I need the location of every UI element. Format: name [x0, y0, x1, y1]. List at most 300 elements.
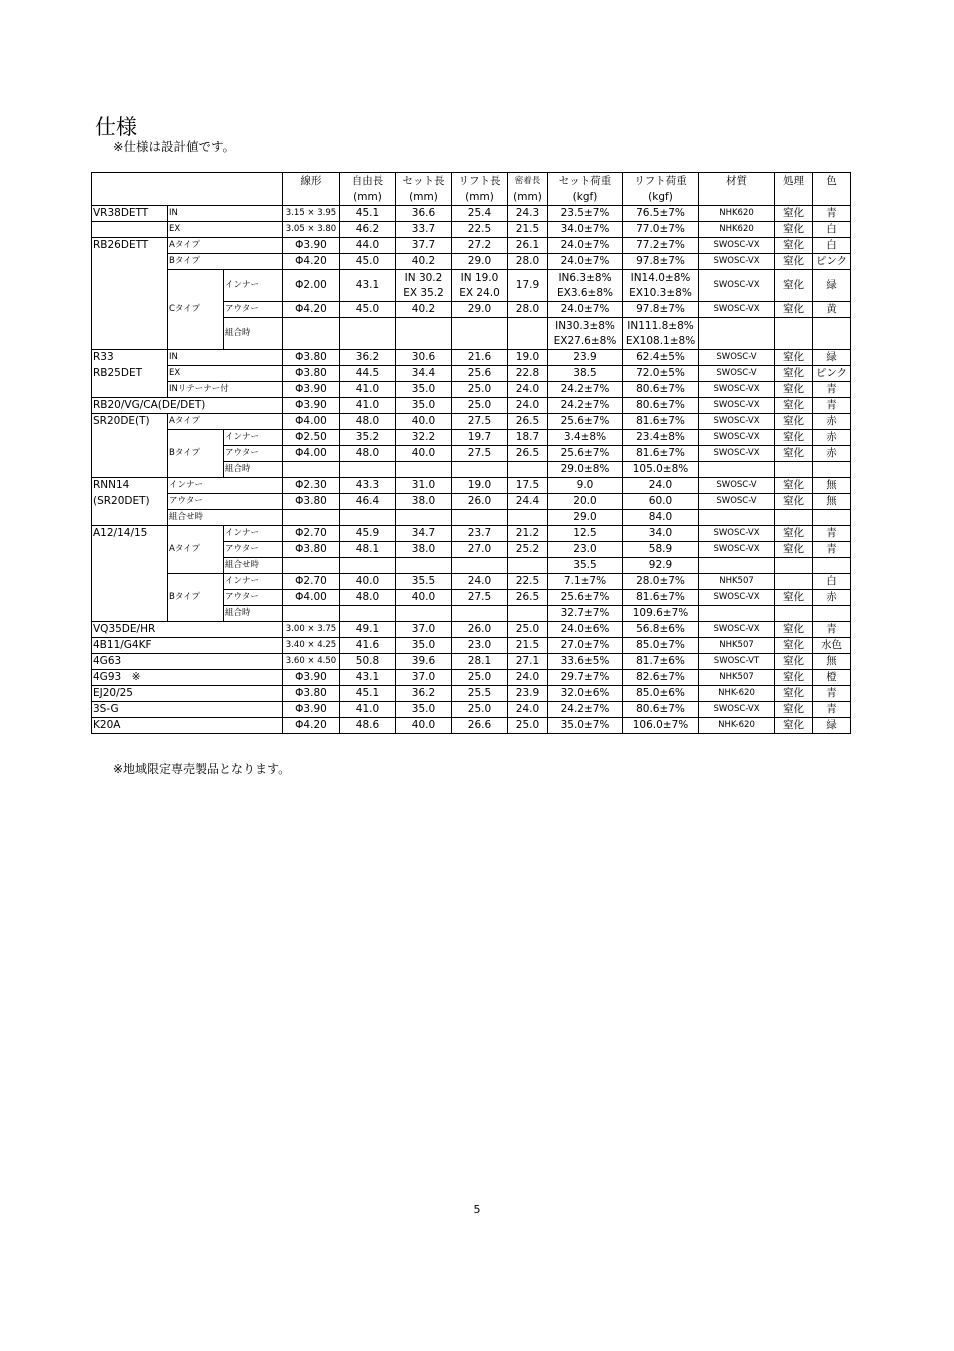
treatment: 窒化 [775, 590, 813, 606]
set-load: 24.2±7% [548, 398, 623, 414]
table-row [92, 654, 851, 670]
table-header-row [92, 173, 851, 190]
lift-load [623, 318, 699, 350]
wire: 3.60 × 4.50 [283, 654, 340, 670]
engine-name: K20A [92, 718, 283, 734]
close-length: 25.2 [508, 542, 548, 558]
lift-load: 23.4±8% [623, 430, 699, 446]
close-length: 26.1 [508, 238, 548, 254]
lift-length: 26.6 [452, 718, 508, 734]
header-treatment: 処理 [775, 173, 813, 190]
set-length [396, 318, 452, 350]
table-row [92, 718, 851, 734]
lift-load [623, 270, 699, 302]
set-length: 40.0 [396, 414, 452, 430]
lift-load: 24.0 [623, 478, 699, 494]
set-length: 40.2 [396, 302, 452, 318]
engine-name-blank [92, 318, 168, 350]
lift-load: 72.0±5% [623, 366, 699, 382]
set-load: 38.5 [548, 366, 623, 382]
color: 無 [813, 494, 851, 510]
variant: Aタイプ [168, 238, 283, 254]
set-load: 23.9 [548, 350, 623, 366]
color: 赤 [813, 430, 851, 446]
close-length: 28.0 [508, 302, 548, 318]
set-load-ex: EX27.6±8% [553, 334, 617, 347]
variant: アウター [168, 494, 283, 510]
engine-name: EJ20/25 [92, 686, 283, 702]
set-load: 29.0±8% [548, 462, 623, 478]
material: SWOSC-VX [699, 702, 775, 718]
header-blank [92, 173, 283, 206]
free-length: 41.6 [340, 638, 396, 654]
variant: Aタイプ [168, 542, 224, 558]
wire: Φ3.90 [283, 702, 340, 718]
color: 無 [813, 654, 851, 670]
material: NHK620 [699, 222, 775, 238]
set-load: 7.1±7% [548, 574, 623, 590]
free-length [340, 510, 396, 526]
lift-load: 84.0 [623, 510, 699, 526]
header-wire: 線形 [283, 173, 340, 190]
set-load: 24.0±7% [548, 254, 623, 270]
material [699, 606, 775, 622]
variant: IN [168, 350, 283, 366]
lift-length: 25.4 [452, 206, 508, 222]
free-length: 45.1 [340, 206, 396, 222]
material: SWOSC-VX [699, 430, 775, 446]
set-length: 36.6 [396, 206, 452, 222]
close-length: 26.5 [508, 446, 548, 462]
set-load [548, 318, 623, 350]
engine-name: RB25DET [92, 366, 168, 382]
table-row [92, 510, 851, 526]
lift-load: 97.8±7% [623, 302, 699, 318]
engine-name-blank [92, 606, 168, 622]
color: ピンク [813, 366, 851, 382]
color: 青 [813, 398, 851, 414]
set-load: 35.5 [548, 558, 623, 574]
wire: 3.00 × 3.75 [283, 622, 340, 638]
set-length: 30.6 [396, 350, 452, 366]
lift-length-in: IN 19.0 [460, 271, 499, 284]
set-load: 32.7±7% [548, 606, 623, 622]
material: SWOSC-VX [699, 382, 775, 398]
header-lift-length: リフト長 [452, 173, 508, 190]
table-row [92, 574, 851, 590]
set-length [396, 270, 452, 302]
close-length: 21.5 [508, 638, 548, 654]
treatment: 窒化 [775, 670, 813, 686]
set-length [396, 462, 452, 478]
material: SWOSC-VX [699, 590, 775, 606]
free-length: 43.3 [340, 478, 396, 494]
engine-name-blank [92, 462, 168, 478]
treatment: 窒化 [775, 302, 813, 318]
engine-name: RNN14 [92, 478, 168, 494]
lift-length: 23.7 [452, 526, 508, 542]
treatment: 窒化 [775, 654, 813, 670]
close-length: 25.0 [508, 622, 548, 638]
set-load [548, 270, 623, 302]
material: SWOSC-VX [699, 254, 775, 270]
variant: インナー [168, 478, 283, 494]
material: SWOSC-V [699, 494, 775, 510]
treatment [775, 462, 813, 478]
set-length: 35.0 [396, 638, 452, 654]
lift-length: 27.0 [452, 542, 508, 558]
table-row [92, 542, 851, 558]
lift-load: 77.2±7% [623, 238, 699, 254]
lift-length [452, 606, 508, 622]
wire: Φ2.00 [283, 270, 340, 302]
lift-length: 21.6 [452, 350, 508, 366]
free-length: 45.1 [340, 686, 396, 702]
wire: Φ3.90 [283, 382, 340, 398]
set-load: 29.7±7% [548, 670, 623, 686]
treatment [775, 574, 813, 590]
free-length [340, 318, 396, 350]
treatment: 窒化 [775, 638, 813, 654]
lift-load: 97.8±7% [623, 254, 699, 270]
set-load: 33.6±5% [548, 654, 623, 670]
variant: 組合せ時 [168, 510, 283, 526]
set-load: 25.6±7% [548, 590, 623, 606]
free-length: 48.0 [340, 414, 396, 430]
part: アウター [224, 302, 283, 318]
engine-name: SR20DE(T) [92, 414, 168, 430]
part: インナー [224, 430, 283, 446]
table-row [92, 494, 851, 510]
header-wire-unit [283, 189, 340, 206]
lift-load: 106.0±7% [623, 718, 699, 734]
variant: INリテーナー付 [168, 382, 283, 398]
lift-length [452, 558, 508, 574]
lift-length: 25.0 [452, 670, 508, 686]
lift-length [452, 462, 508, 478]
free-length: 46.2 [340, 222, 396, 238]
header-lift-load: リフト荷重 [623, 173, 699, 190]
lift-load: 81.6±7% [623, 414, 699, 430]
free-length: 44.5 [340, 366, 396, 382]
table-row [92, 238, 851, 254]
color: 白 [813, 222, 851, 238]
variant-blank [168, 606, 224, 622]
set-load: 3.4±8% [548, 430, 623, 446]
set-length: 40.0 [396, 446, 452, 462]
variant-blank [168, 558, 224, 574]
part: アウター [224, 446, 283, 462]
set-length: 37.0 [396, 622, 452, 638]
table-row [92, 558, 851, 574]
color: 青 [813, 622, 851, 638]
free-length: 36.2 [340, 350, 396, 366]
set-load: 24.0±7% [548, 302, 623, 318]
variant: Cタイプ [168, 302, 224, 318]
treatment [775, 558, 813, 574]
set-load: 24.2±7% [548, 702, 623, 718]
table-row [92, 318, 851, 350]
wire: Φ4.00 [283, 414, 340, 430]
set-length: 38.0 [396, 494, 452, 510]
engine-name-blank [92, 542, 168, 558]
engine-name: 3S-G [92, 702, 283, 718]
color: 緑 [813, 718, 851, 734]
free-length: 43.1 [340, 270, 396, 302]
material [699, 558, 775, 574]
close-length [508, 606, 548, 622]
header-set-unit: (mm) [396, 189, 452, 206]
close-length [508, 462, 548, 478]
lift-length: 27.2 [452, 238, 508, 254]
color: 青 [813, 702, 851, 718]
free-length: 46.4 [340, 494, 396, 510]
material: NHK507 [699, 670, 775, 686]
table-row [92, 526, 851, 542]
table-row [92, 270, 851, 302]
material: NHK-620 [699, 718, 775, 734]
header-lift-unit: (mm) [452, 189, 508, 206]
set-load: 25.6±7% [548, 446, 623, 462]
lift-load: 56.8±6% [623, 622, 699, 638]
material: SWOSC-VX [699, 446, 775, 462]
free-length: 41.0 [340, 702, 396, 718]
set-length [396, 510, 452, 526]
color [813, 558, 851, 574]
free-length: 49.1 [340, 622, 396, 638]
part: アウター [224, 590, 283, 606]
free-length: 45.0 [340, 302, 396, 318]
table-row [92, 606, 851, 622]
engine-name: A12/14/15 [92, 526, 168, 542]
engine-name: 4G63 [92, 654, 283, 670]
lift-length: 28.1 [452, 654, 508, 670]
set-load: 23.5±7% [548, 206, 623, 222]
free-length: 48.0 [340, 446, 396, 462]
header-set-length: セット長 [396, 173, 452, 190]
close-length: 17.5 [508, 478, 548, 494]
table-row [92, 446, 851, 462]
treatment: 窒化 [775, 238, 813, 254]
table-row [92, 382, 851, 398]
color: 緑 [813, 270, 851, 302]
part: 組合せ時 [224, 558, 283, 574]
header-close-unit: (mm) [508, 189, 548, 206]
free-length [340, 462, 396, 478]
wire: Φ2.50 [283, 430, 340, 446]
material: SWOSC-VX [699, 414, 775, 430]
material: SWOSC-V [699, 478, 775, 494]
treatment: 窒化 [775, 350, 813, 366]
table-row [92, 462, 851, 478]
free-length: 50.8 [340, 654, 396, 670]
close-length: 26.5 [508, 414, 548, 430]
set-length: 35.0 [396, 702, 452, 718]
treatment: 窒化 [775, 222, 813, 238]
lift-load: 77.0±7% [623, 222, 699, 238]
set-load: 24.2±7% [548, 382, 623, 398]
wire: Φ4.20 [283, 718, 340, 734]
treatment: 窒化 [775, 478, 813, 494]
lift-load: 60.0 [623, 494, 699, 510]
variant-blank [168, 526, 224, 542]
variant-blank [168, 574, 224, 590]
treatment: 窒化 [775, 718, 813, 734]
header-free-unit: (mm) [340, 189, 396, 206]
lift-load: 80.6±7% [623, 398, 699, 414]
set-length: 31.0 [396, 478, 452, 494]
treatment [775, 318, 813, 350]
table-row [92, 222, 851, 238]
treatment: 窒化 [775, 430, 813, 446]
page-title: 仕様 [95, 115, 137, 139]
close-length: 27.1 [508, 654, 548, 670]
engine-name-blank [92, 590, 168, 606]
table-row [92, 350, 851, 366]
wire: Φ3.80 [283, 494, 340, 510]
wire: Φ4.00 [283, 590, 340, 606]
header-color-unit [813, 189, 851, 206]
header-setload-unit: (kgf) [548, 189, 623, 206]
lift-length: 25.5 [452, 686, 508, 702]
regional-note: ※地域限定専売製品となります。 [113, 762, 291, 776]
color: 青 [813, 686, 851, 702]
lift-length: 27.5 [452, 590, 508, 606]
lift-length: 19.0 [452, 478, 508, 494]
part: インナー [224, 574, 283, 590]
color: 赤 [813, 590, 851, 606]
set-length: 32.2 [396, 430, 452, 446]
set-load: 34.0±7% [548, 222, 623, 238]
close-length: 18.7 [508, 430, 548, 446]
set-length: 34.7 [396, 526, 452, 542]
lift-length: 27.5 [452, 446, 508, 462]
set-length: 40.0 [396, 590, 452, 606]
lift-length: 23.0 [452, 638, 508, 654]
lift-load-ex: EX10.3±8% [629, 286, 692, 299]
close-length: 17.9 [508, 270, 548, 302]
part: インナー [224, 526, 283, 542]
set-load: 27.0±7% [548, 638, 623, 654]
close-length [508, 510, 548, 526]
set-length: 34.4 [396, 366, 452, 382]
lift-load: 109.6±7% [623, 606, 699, 622]
table-row [92, 702, 851, 718]
lift-load: 85.0±7% [623, 638, 699, 654]
close-length: 21.5 [508, 222, 548, 238]
close-length [508, 558, 548, 574]
set-load: 29.0 [548, 510, 623, 526]
part: 組合時 [224, 606, 283, 622]
wire: Φ3.80 [283, 542, 340, 558]
table-row [92, 398, 851, 414]
color: 赤 [813, 446, 851, 462]
engine-name: R33 [92, 350, 168, 366]
variant: Bタイプ [168, 590, 224, 606]
close-length: 24.3 [508, 206, 548, 222]
color: 白 [813, 238, 851, 254]
material: SWOSC-VX [699, 526, 775, 542]
variant-blank [168, 462, 224, 478]
set-load: 35.0±7% [548, 718, 623, 734]
header-close-length: 密着長 [508, 173, 548, 190]
set-load: 9.0 [548, 478, 623, 494]
variant: Aタイプ [168, 414, 283, 430]
free-length: 48.1 [340, 542, 396, 558]
lift-length: 25.0 [452, 702, 508, 718]
wire: Φ2.70 [283, 574, 340, 590]
lift-length: 25.6 [452, 366, 508, 382]
table-row [92, 478, 851, 494]
set-length [396, 606, 452, 622]
engine-name-blank [92, 382, 168, 398]
color: 白 [813, 574, 851, 590]
variant: Bタイプ [168, 446, 224, 462]
lift-length [452, 510, 508, 526]
set-length: 40.0 [396, 718, 452, 734]
variant: IN [168, 206, 283, 222]
table-row [92, 302, 851, 318]
set-length: 33.7 [396, 222, 452, 238]
lift-length: 29.0 [452, 302, 508, 318]
engine-name: VQ35DE/HR [92, 622, 283, 638]
free-length: 44.0 [340, 238, 396, 254]
free-length: 45.9 [340, 526, 396, 542]
close-length: 28.0 [508, 254, 548, 270]
header-material: 材質 [699, 173, 775, 190]
wire: Φ4.00 [283, 446, 340, 462]
lift-load-in: IN14.0±8% [630, 271, 691, 284]
engine-name: RB20/VG/CA(DE/DET) [92, 398, 283, 414]
close-length: 24.4 [508, 494, 548, 510]
close-length: 19.0 [508, 350, 548, 366]
set-load: 20.0 [548, 494, 623, 510]
free-length: 45.0 [340, 254, 396, 270]
lift-length: 22.5 [452, 222, 508, 238]
lift-length: 19.7 [452, 430, 508, 446]
color [813, 606, 851, 622]
set-length [396, 558, 452, 574]
set-load-in: IN30.3±8% [555, 319, 615, 332]
engine-name: (SR20DET) [92, 494, 168, 510]
spec-note: ※仕様は設計値です。 [113, 139, 235, 154]
lift-length: 25.0 [452, 382, 508, 398]
lift-load: 80.6±7% [623, 702, 699, 718]
lift-load-in: IN111.8±8% [627, 319, 694, 332]
table-row [92, 686, 851, 702]
material [699, 510, 775, 526]
set-length: 35.0 [396, 398, 452, 414]
table-row [92, 638, 851, 654]
wire: Φ3.90 [283, 398, 340, 414]
wire: 3.15 × 3.95 [283, 206, 340, 222]
material: NHK507 [699, 574, 775, 590]
lift-length: 26.0 [452, 622, 508, 638]
color [813, 318, 851, 350]
set-length: 37.7 [396, 238, 452, 254]
treatment: 窒化 [775, 542, 813, 558]
treatment: 窒化 [775, 254, 813, 270]
set-length-in: IN 30.2 [404, 271, 443, 284]
wire: Φ4.20 [283, 254, 340, 270]
material: SWOSC-VX [699, 302, 775, 318]
engine-name-blank [92, 222, 168, 238]
lift-load: 81.6±7% [623, 446, 699, 462]
treatment: 窒化 [775, 398, 813, 414]
wire [283, 318, 340, 350]
material: SWOSC-VX [699, 270, 775, 302]
wire: Φ3.80 [283, 686, 340, 702]
